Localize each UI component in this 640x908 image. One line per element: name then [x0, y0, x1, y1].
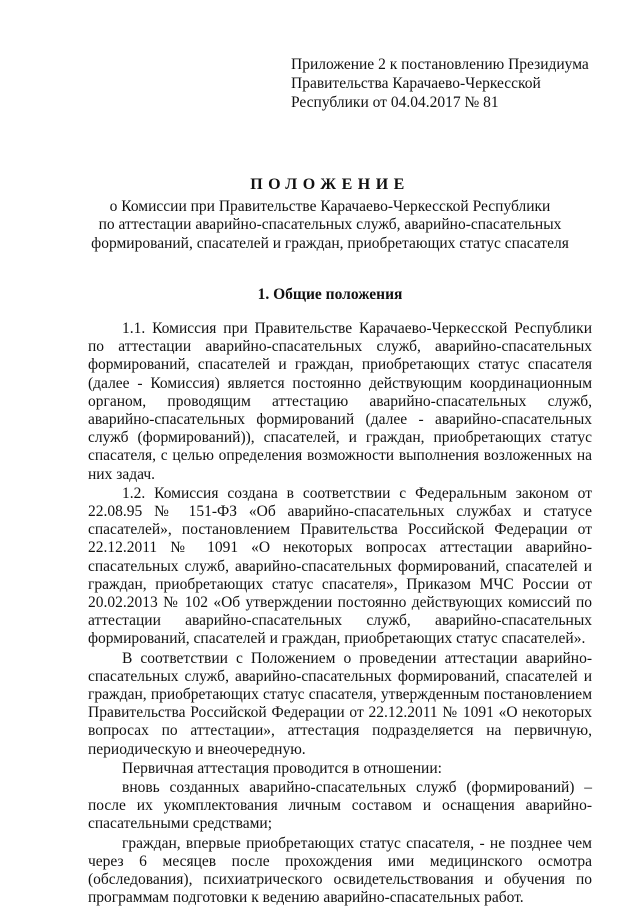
paragraph: вновь созданных аварийно-спасательных служб (формирований) – после их укомплектования личным составом и оснащения аварийно-спасательными средствами;: [88, 779, 592, 833]
annex-line-3: Республики от 04.04.2017 № 81: [291, 94, 499, 111]
paragraph: граждан, впервые приобретающих статус спасателя, - не позднее чем через 6 месяцев после прохождения ими медицинского осмотра (обследования), психиатрического освидетельствования и обучения по программам подготовки к ведению аварийно-спасательных работ.: [88, 834, 592, 907]
annex-header: [291, 55, 589, 112]
section-heading: 1. Общие положения: [257, 286, 403, 303]
paragraph: Первичная аттестация проводится в отношении:: [122, 759, 442, 777]
title-block: [60, 176, 600, 253]
annex-line-1: Приложение 2 к постановлению Президиума: [291, 56, 589, 73]
subtitle-line-1: о Комиссии при Правительстве Карачаево-Черкесской Республики: [109, 197, 551, 215]
document-title: ПОЛОЖЕНИЕ: [250, 176, 410, 193]
subtitle-line-2: по аттестации аварийно-спасательных служб, аварийно-спасательных: [98, 216, 562, 233]
paragraph: 1.2. Комиссия создана в соответствии с Федеральным законом от 22.08.95 № 151-ФЗ «Об аварийно-спасательных службах и статусе спасателей», постановлением Правительства Российской Федерации от 22.12.2011 № 1091 «О некоторых вопросах аттестации аварийно-спасательных служб, аварийно-спасательных формирований, спасателей и граждан, приобретающих статус спасателя», Приказом МЧС России от 20.02.2013 № 102 «Об утверждении постоянно действующих комиссий по аттестации аварийно-спасательных служб, аварийно-спасательных формирований, спасателей и граждан, приобретающих статус спасателей».: [88, 484, 592, 648]
paragraph: В соответствии с Положением о проведении аттестации аварийно-спасательных служб, аварийно-спасательных формирований, спасателей и граждан, приобретающих статус спасателя, утвержденным постановлением Правительства Российской Федерации от 22.12.2011 № 1091 «О некоторых вопросах по аттестации», аттестация подразделяется на первичную, периодическую и внеочередную.: [88, 649, 592, 758]
annex-line-2: Правительства Карачаево-Черкесской: [291, 75, 541, 92]
document-body: [88, 320, 592, 908]
subtitle-line-3: формирований, спасателей и граждан, приобретающих статус спасателя: [91, 234, 569, 252]
paragraph: 1.1. Комиссия при Правительстве Карачаево-Черкесской Республики по аттестации аварийно-спасательных служб, аварийно-спасательных формирований, спасателей и граждан, приобретающих статус спасателя (далее - Комиссия) является постоянно действующим координационным органом, проводящим аттестацию аварийно-спасательных служб, аварийно-спасательных формирований (далее - аварийно-спасательных служб (формирований)), спасателей, и граждан, приобретающих статус спасателя, с целью определения возможности выполнения возложенных на них задач.: [88, 320, 592, 483]
